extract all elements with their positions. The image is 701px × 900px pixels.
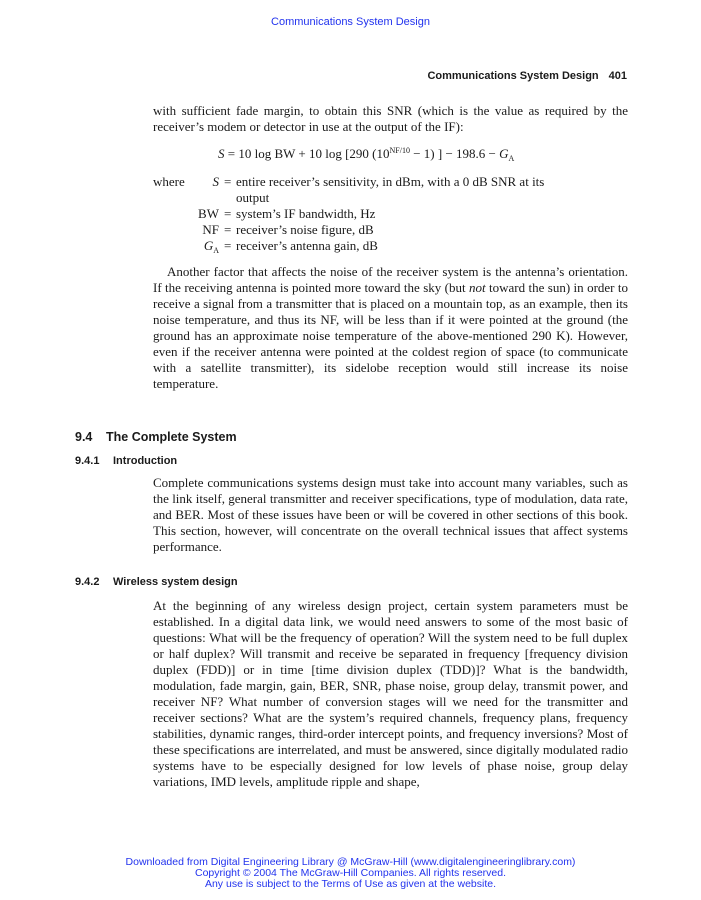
equation-part2: − 1) ] − 198.6 − — [409, 146, 500, 161]
equation-g: G — [499, 146, 509, 161]
footer-download-line[interactable]: Downloaded from Digital Engineering Library @ McGraw-Hill (www.digitalengineeringlibrary.com) — [125, 856, 576, 868]
subsection-heading-wireless — [75, 576, 238, 588]
subsection-number: 9.4.1 — [75, 455, 100, 467]
footer-terms-line[interactable]: Any use is subject to the Terms of Use as given at the website. — [204, 878, 497, 890]
definition-text: receiver’s antenna gain, dB — [236, 238, 378, 253]
definition-equals: = — [224, 206, 232, 221]
equation-lhs: S — [218, 146, 225, 161]
subsection-number: 9.4.2 — [75, 576, 100, 588]
subsection-title: Introduction — [113, 455, 178, 467]
equation-part1: = 10 log BW + 10 log [290 (10 — [224, 146, 390, 161]
top-chapter-link[interactable]: Communications System Design — [271, 16, 430, 28]
antenna-text-a: Another factor that affects the noise of the receiver system is the antenna’s orientation. If the receiving antenna is pointed more toward the sky (but — [153, 264, 628, 295]
definition-text: receiver’s noise figure, dB — [236, 222, 374, 237]
paragraph-introduction: Complete communications systems design must take into account many variables, such as the link itself, general transmitter and receiver specifications, type of modulation, data rate, and BER. Most of these issues have been or will be covered in other sections of this book. This section, however, will concentrate on the overall technical issues that affect systems performance. — [153, 475, 628, 554]
section-heading — [75, 430, 237, 444]
paragraph-antenna — [153, 264, 628, 392]
subsection-title: Wireless system design — [113, 576, 238, 588]
subsection-heading-introduction — [75, 455, 177, 467]
running-head — [427, 70, 627, 82]
definition-equals: = — [224, 174, 232, 189]
emphasis-not: not — [469, 280, 486, 295]
sensitivity-equation — [218, 146, 514, 163]
equation-g-sub: A — [508, 154, 515, 163]
definition-text: output — [236, 190, 270, 205]
where-label: where — [153, 174, 185, 189]
definition-symbol: NF — [202, 222, 219, 237]
definition-symbol: G — [203, 238, 214, 253]
equation-exponent: NF/10 — [389, 146, 410, 155]
section-number: 9.4 — [75, 430, 93, 444]
paragraph-intro: with sufficient fade margin, to obtain this SNR (which is the value as required by the receiver’s modem or detector in use at the output of the IF): — [153, 103, 628, 134]
definition-equals: = — [224, 222, 232, 237]
definition-symbol: S — [212, 174, 219, 189]
definition-equals: = — [224, 238, 232, 253]
running-head-title: Communications System Design — [427, 70, 599, 82]
definition-symbol-sub: A — [213, 246, 219, 255]
definition-symbol: BW — [198, 206, 219, 221]
definition-text: system’s IF bandwidth, Hz — [236, 206, 376, 221]
footer-copyright-line[interactable]: Copyright © 2004 The McGraw-Hill Companies. All rights reserved. — [195, 867, 506, 879]
section-title: The Complete System — [106, 430, 237, 444]
definition-text: entire receiver’s sensitivity, in dBm, with a 0 dB SNR at its — [236, 174, 545, 189]
page-number: 401 — [608, 70, 627, 82]
paragraph-wireless-design: At the beginning of any wireless design project, certain system parameters must be established. In a digital data link, we would need answers to some of the most basic of questions: What will be the frequency of operation? Will the system need to be full duplex or half duplex? Will transmit and receive be separated in frequency [frequency division duplex (FDD)] or in time [time division duplex (TDD)]? What is the bandwidth, modulation, fade margin, gain, BER, SNR, phase noise, group delay, transmit power, and receiver NF? What number of conversion stages will we need for the transmitter and receiver sections? What are the system’s required channels, frequency plans, frequency stabilities, dynamic ranges, third-order intercept points, and frequency inversions? Most of these specifications are interrelated, and must be answered, since digitally modulated radio systems have to be especially designed for low levels of phase noise, group delay variations, IMD levels, amplitude ripple and shape, — [153, 598, 628, 789]
antenna-text-b: toward the sun) in order to receive a signal from a transmitter that is placed on a mountain top, as an example, then its noise temperature, and thus its NF, will be less than if it were pointed at the ground (the ground has an approximate noise temperature of the above-mentioned 290 K). However, even if the receiver antenna were pointed at the coldest region of space (to communicate with a satellite transmitter), its sidelobe reception would still increase its noise temperature. — [153, 280, 628, 391]
